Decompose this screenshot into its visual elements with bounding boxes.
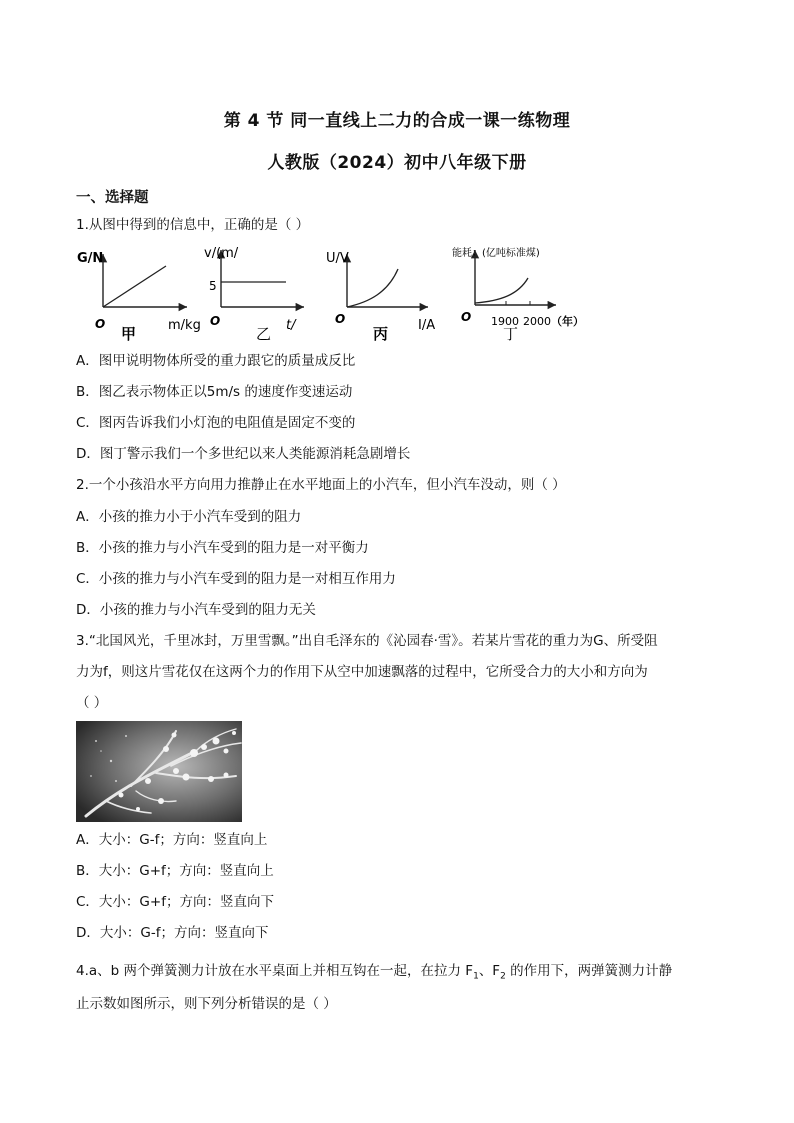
graph-yi-name: 乙 bbox=[256, 325, 272, 343]
graph-jia-ylabel: G/N bbox=[77, 251, 104, 266]
graph-bing bbox=[326, 251, 435, 343]
question-1-option-a: A．图甲说明物体所受的重力跟它的质量成反比 bbox=[76, 353, 356, 369]
question-2-option-d: D．小孩的推力与小汽车受到的阻力无关 bbox=[76, 602, 316, 618]
document-title: 第 4 节 同一直线上二力的合成一课一练物理 bbox=[223, 111, 571, 131]
document-subtitle: 人教版（2024）初中八年级下册 bbox=[267, 153, 527, 173]
question-4-stem-part-1: 4.a、b 两个弹簧测力计放在水平桌面上并相互钩在一起，在拉力 F bbox=[76, 963, 474, 979]
graph-ding-ylabel: 能耗：(亿吨标准煤) bbox=[452, 248, 540, 259]
graph-bing-curve bbox=[347, 269, 398, 307]
question-1-graphs bbox=[70, 240, 630, 346]
question-2-stem: 2.一个小孩沿水平方向用力推静止在水平地面上的小汽车，但小汽车没动，则（ ） bbox=[76, 477, 566, 493]
question-3-option-c: C．大小：G+f；方向：竖直向下 bbox=[76, 894, 274, 910]
snow-branch-photo bbox=[76, 721, 242, 822]
question-3-option-d: D．大小：G-f；方向：竖直向下 bbox=[76, 925, 269, 941]
question-3-stem-line-2: 力为f，则这片雪花仅在这两个力的作用下从空中加速飘落的过程中，它所受合力的大小和方向为 bbox=[76, 664, 648, 680]
graph-ding-xlabel: （年） bbox=[551, 315, 584, 328]
graph-ding-curve bbox=[475, 278, 528, 303]
graph-yi-xlabel: t/ bbox=[286, 318, 296, 333]
graph-yi-origin: O bbox=[210, 314, 221, 328]
question-4-stem-line-2: 止示数如图所示，则下列分析错误的是（ ） bbox=[76, 996, 337, 1012]
graph-ding bbox=[452, 246, 584, 343]
graph-bing-xlabel: I/A bbox=[418, 318, 436, 333]
graph-jia-name: 甲 bbox=[121, 325, 137, 343]
graph-jia bbox=[77, 251, 201, 343]
question-3-stem-line-3: （ ） bbox=[76, 695, 108, 711]
graph-yi-ylabel: v/(m/ bbox=[204, 246, 239, 261]
graph-bing-ylabel: U/V bbox=[326, 251, 349, 266]
question-3-stem-line-1: 3.“北国风光，千里冰封，万里雪飘。”出自毛泽东的《沁园春·雪》。若某片雪花的重力为G、所受阻 bbox=[76, 633, 658, 649]
question-4-stem-part-2: 的作用下，两弹簧测力计静 bbox=[505, 963, 673, 979]
graph-yi bbox=[204, 246, 304, 343]
graph-jia-origin: O bbox=[95, 317, 106, 331]
graph-jia-line bbox=[103, 266, 166, 307]
question-3-option-a: A．大小：G-f；方向：竖直向上 bbox=[76, 832, 268, 848]
force-1-subscript: 1 bbox=[473, 971, 479, 982]
question-4-stem-line-1 bbox=[76, 962, 672, 986]
graph-bing-origin: O bbox=[335, 312, 346, 326]
graph-ding-tick-2000: 2000 bbox=[523, 315, 551, 328]
graph-bing-name: 丙 bbox=[373, 325, 389, 343]
graph-ding-name: 丁 bbox=[503, 325, 519, 343]
question-2-option-c: C．小孩的推力与小汽车受到的阻力是一对相互作用力 bbox=[76, 571, 396, 587]
question-4-stem-mid: 、F bbox=[478, 963, 501, 979]
question-1-option-c: C．图丙告诉我们小灯泡的电阻值是固定不变的 bbox=[76, 415, 356, 431]
force-2-subscript: 2 bbox=[500, 971, 506, 982]
question-1-option-d: D．图丁警示我们一个多世纪以来人类能源消耗急剧增长 bbox=[76, 446, 411, 462]
graph-ding-tick-1900: 1900 bbox=[491, 315, 519, 328]
question-3-option-b: B．大小：G+f；方向：竖直向上 bbox=[76, 863, 274, 879]
graph-jia-xlabel: m/kg bbox=[168, 318, 201, 333]
section-heading: 一、选择题 bbox=[76, 190, 149, 206]
graph-yi-tick: 5 bbox=[209, 279, 217, 293]
question-1-stem: 1.从图中得到的信息中，正确的是（ ） bbox=[76, 217, 310, 233]
question-1-option-b: B．图乙表示物体正以5m/s 的速度作变速运动 bbox=[76, 384, 353, 400]
question-2-option-b: B．小孩的推力与小汽车受到的阻力是一对平衡力 bbox=[76, 540, 369, 556]
question-2-option-a: A．小孩的推力小于小汽车受到的阻力 bbox=[76, 509, 302, 525]
graph-ding-origin: O bbox=[461, 310, 472, 324]
